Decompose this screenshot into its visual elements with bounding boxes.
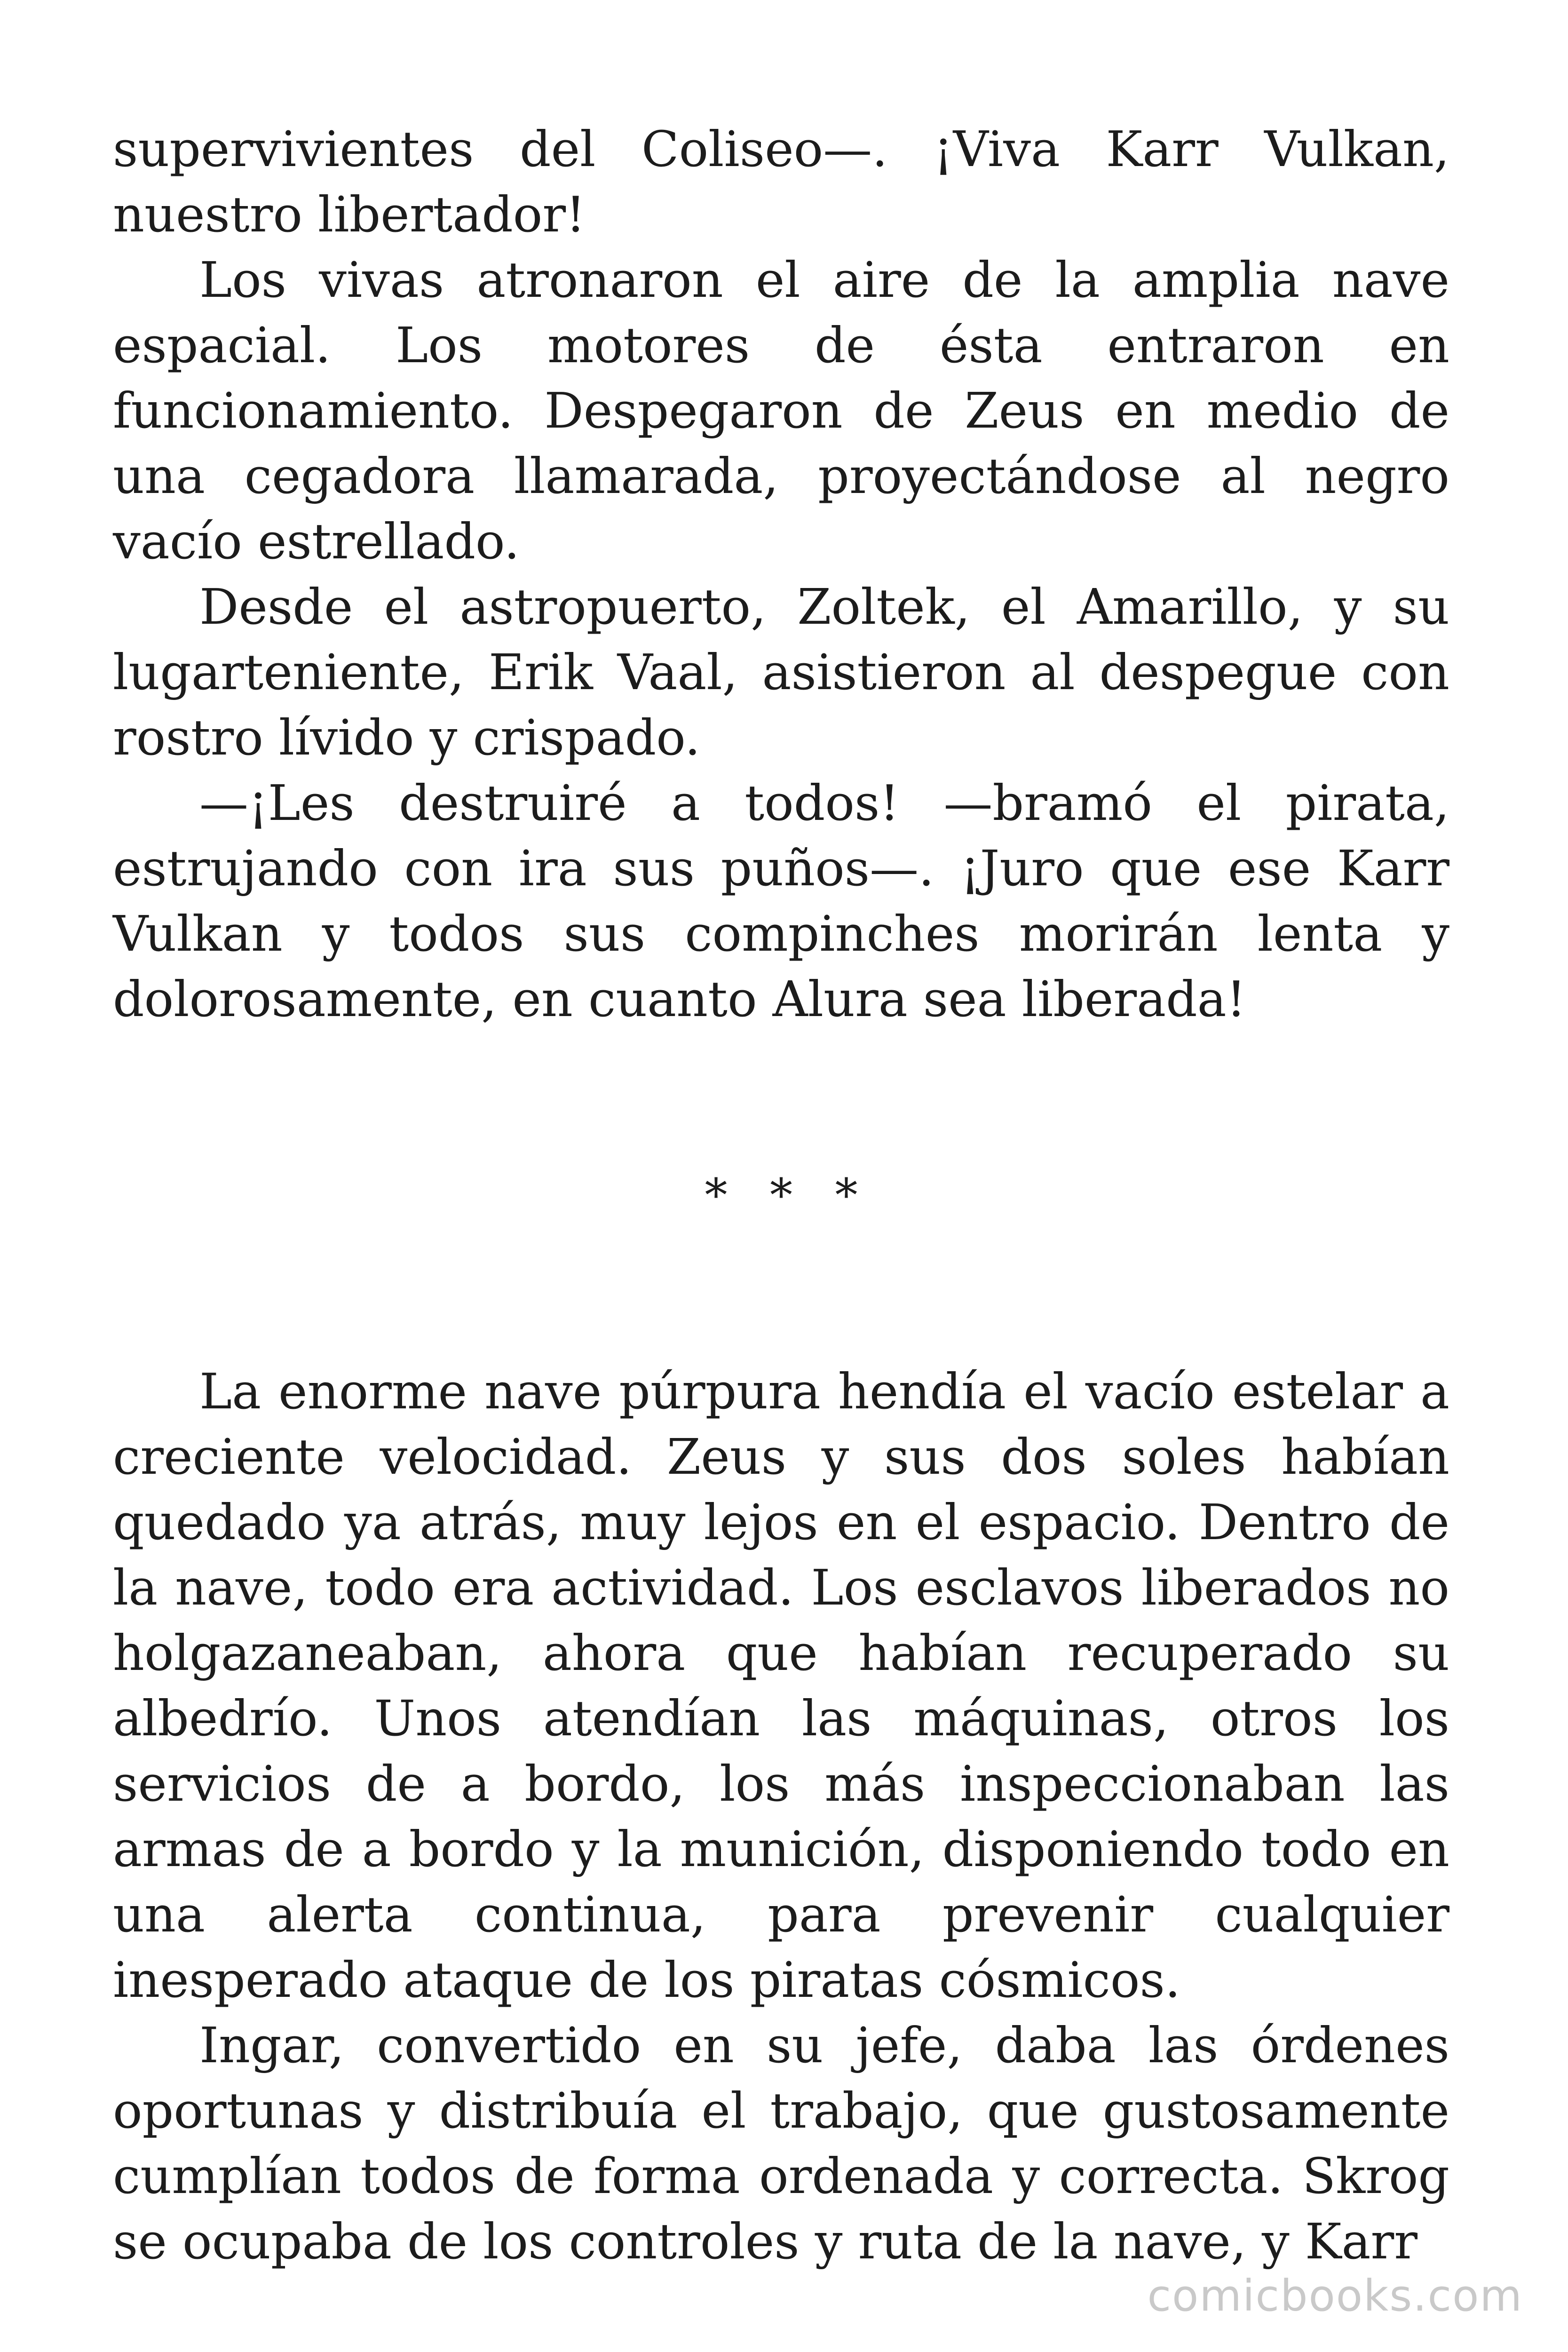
watermark: comicbooks.com xyxy=(1147,2271,1523,2321)
page-text xyxy=(113,117,1449,2274)
paragraph-2: Los vivas atronaron el aire de la amplia nave espacial. Los motores de ésta entraron en funcionamiento. Despegaron de Zeus en medio de una cegadora llamarada, proyectándose al negro vacío estrellado. xyxy=(113,251,1449,570)
paragraph-4: —¡Les destruiré a todos! —bramó el pirata, estrujando con ira sus puños—. ¡Juro que ese Karr Vulkan y todos sus compinches morirán lenta y dolorosamente, en cuanto Alura sea liberada! xyxy=(113,774,1449,1028)
section-separator: * * * xyxy=(705,1169,872,1222)
paragraph-3: Desde el astropuerto, Zoltek, el Amarillo, y su lugarteniente, Erik Vaal, asistieron al despegue con rostro lívido y crispado. xyxy=(113,578,1449,766)
paragraph-6: Ingar, convertido en su jefe, daba las órdenes oportunas y distribuía el trabajo, que gustosamente cumplían todos de forma ordenada y correcta. Skrog se ocupaba de los controles y ruta de la nave, y Karr xyxy=(113,2017,1449,2270)
paragraph-5: La enorme nave púrpura hendía el vacío estelar a creciente velocidad. Zeus y sus dos soles habían quedado ya atrás, muy lejos en el espacio. Dentro de la nave, todo era actividad. Los esclavos liberados no holgazaneaban, ahora que habían recuperado su albedrío. Unos atendían las máquinas, otros los servicios de a bordo, los más inspeccionaban las armas de a bordo y la munición, disponiendo todo en una alerta continua, para prevenir cualquier inesperado ataque de los piratas cósmicos. xyxy=(113,1363,1449,2009)
paragraph-1: supervivientes del Coliseo—. ¡Viva Karr Vulkan, nuestro libertador! xyxy=(113,120,1449,243)
